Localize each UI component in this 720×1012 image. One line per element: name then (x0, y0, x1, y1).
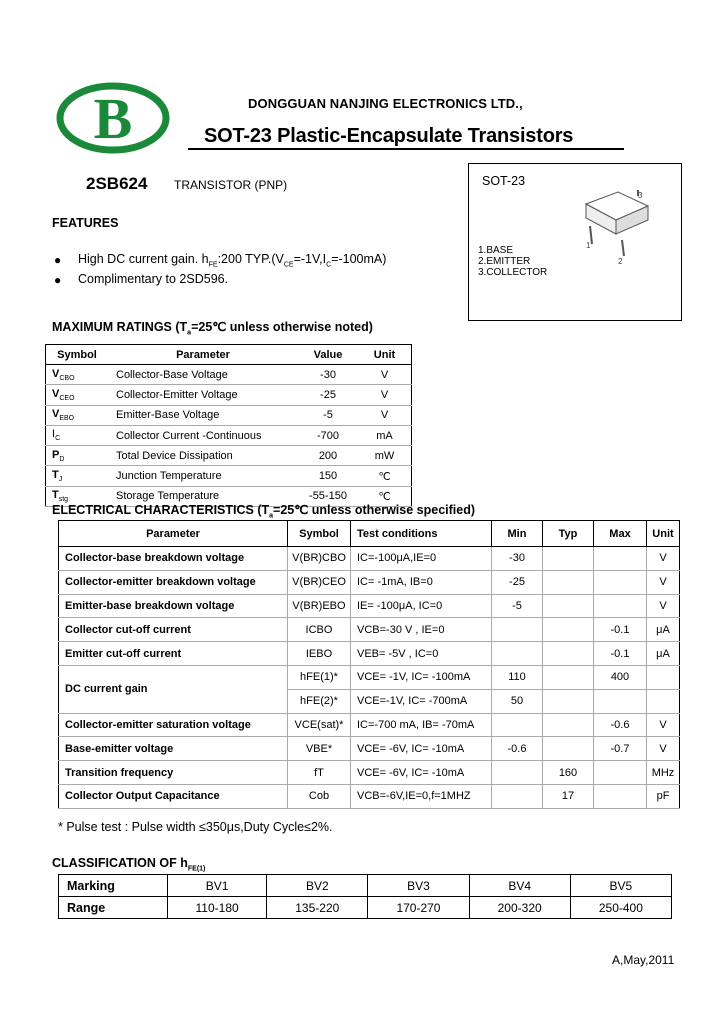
features-heading: FEATURES (52, 216, 119, 230)
electrical-heading: ELECTRICAL CHARACTERISTICS ($T_a=25℃$ unless otherwise specified) (52, 503, 476, 520)
company-logo (56, 82, 170, 154)
sot23-package-drawing (578, 186, 658, 266)
table-row: $T_{stg}$ Storage Temperature -55-150 ℃ (46, 486, 412, 506)
part-type: TRANSISTOR (PNP) (174, 178, 288, 192)
document-title: SOT-23 Plastic-Encapsulate Transistors (204, 125, 574, 147)
table-row: Marking BV1 BV2 BV3 BV4 BV5 (59, 875, 672, 897)
table-row: Collector cut-off current ICBO VCB=-30 V , IE=0 -0.1 μA (59, 618, 680, 642)
classification-heading: CLASSIFICATION OF $h_{FE(1)}$ (52, 856, 206, 873)
table-row: Transition frequency fT VCE= -6V, IC= -10mA 160 MHz (59, 761, 680, 785)
col-max: Max (594, 521, 647, 547)
max-ratings-table (45, 344, 412, 507)
feature-item: Complimentary to 2SD596. (78, 272, 229, 286)
col-value: Value (298, 345, 358, 365)
table-row: hFE(2)* VCE=-1V, IC= -700mA 50 (59, 689, 680, 713)
company-name: DONGGUAN NANJING ELECTRONICS LTD., (248, 96, 523, 111)
table-row: Emitter-base breakdown voltage V(BR)EBO IE= -100μA, IC=0 -5 V (59, 594, 680, 618)
max-ratings-heading: MAXIMUM RATINGS ($T_a=25℃$ unless otherwise noted) (52, 320, 373, 337)
table-row: $P_D$ Total Device Dissipation 200 mW (46, 446, 412, 466)
table-row: $V_{CEO}$ Collector-Emitter Voltage -25 V (46, 385, 412, 405)
col-min: Min (492, 521, 543, 547)
table-row: $V_{CBO}$ Collector-Base Voltage -30 V (46, 365, 412, 385)
logo-letter: B (93, 86, 133, 151)
revision-date: A,May,2011 (612, 953, 675, 967)
col-parameter: Parameter (59, 521, 288, 547)
table-row: Collector-emitter breakdown voltage V(BR)CEO IC= -1mA, IB=0 -25 V (59, 570, 680, 594)
pin-base-label: 1.BASE (478, 245, 514, 256)
bullet-icon: ● (54, 253, 62, 267)
table-row: DC current gain hFE(1)* VCE= -1V, IC= -100mA 110 400 (59, 665, 680, 689)
table-row: Collector-emitter saturation voltage VCE(sat)* IC=-700 mA, IB= -70mA -0.6 V (59, 713, 680, 737)
col-parameter: Parameter (108, 345, 298, 365)
table-row: Range 110-180 135-220 170-270 200-320 250-400 (59, 897, 672, 919)
table-row: $V_{EBO}$ Emitter-Base Voltage -5 V (46, 405, 412, 425)
pin-3-number: 3 (638, 191, 643, 200)
table-row: $I_C$ Collector Current -Continuous -700 mA (46, 425, 412, 445)
part-number: 2SB624 (86, 174, 148, 193)
table-row: $T_J$ Junction Temperature 150 ℃ (46, 466, 412, 486)
pin-emitter-label: 2.EMITTER (478, 256, 531, 267)
table-row: Base-emitter voltage VBE* VCE= -6V, IC= -10mA -0.6 -0.7 V (59, 737, 680, 761)
package-label: SOT-23 (482, 174, 526, 188)
col-typ: Typ (543, 521, 594, 547)
col-symbol: Symbol (288, 521, 351, 547)
classification-table (58, 874, 672, 919)
col-symbol: Symbol (46, 345, 109, 365)
pin-1-number: 1 (586, 241, 591, 250)
table-row: Collector-base breakdown voltage V(BR)CBO IC=-100μA,IE=0 -30 V (59, 547, 680, 571)
pin-collector-label: 3.COLLECTOR (478, 267, 548, 278)
electrical-table (58, 520, 680, 809)
table-row: Collector Output Capacitance Cob VCB=-6V,IE=0,f=1MHZ 17 pF (59, 784, 680, 808)
pulse-test-note: * Pulse test : Pulse width ≤350μs,Duty Cycle≤2%. (58, 820, 333, 834)
col-unit: Unit (647, 521, 680, 547)
col-unit: Unit (358, 345, 412, 365)
table-row: Emitter cut-off current IEBO VEB= -5V , IC=0 -0.1 μA (59, 642, 680, 666)
col-test-conditions: Test conditions (351, 521, 492, 547)
bullet-icon: ● (54, 273, 62, 287)
pin-2-number: 2 (618, 257, 623, 266)
feature-item: High DC current gain. $h_{FE}:200$ $TYP.(V_{CE}=-1V,I_C=-100mA)$ (78, 252, 387, 269)
title-underline (188, 148, 624, 150)
